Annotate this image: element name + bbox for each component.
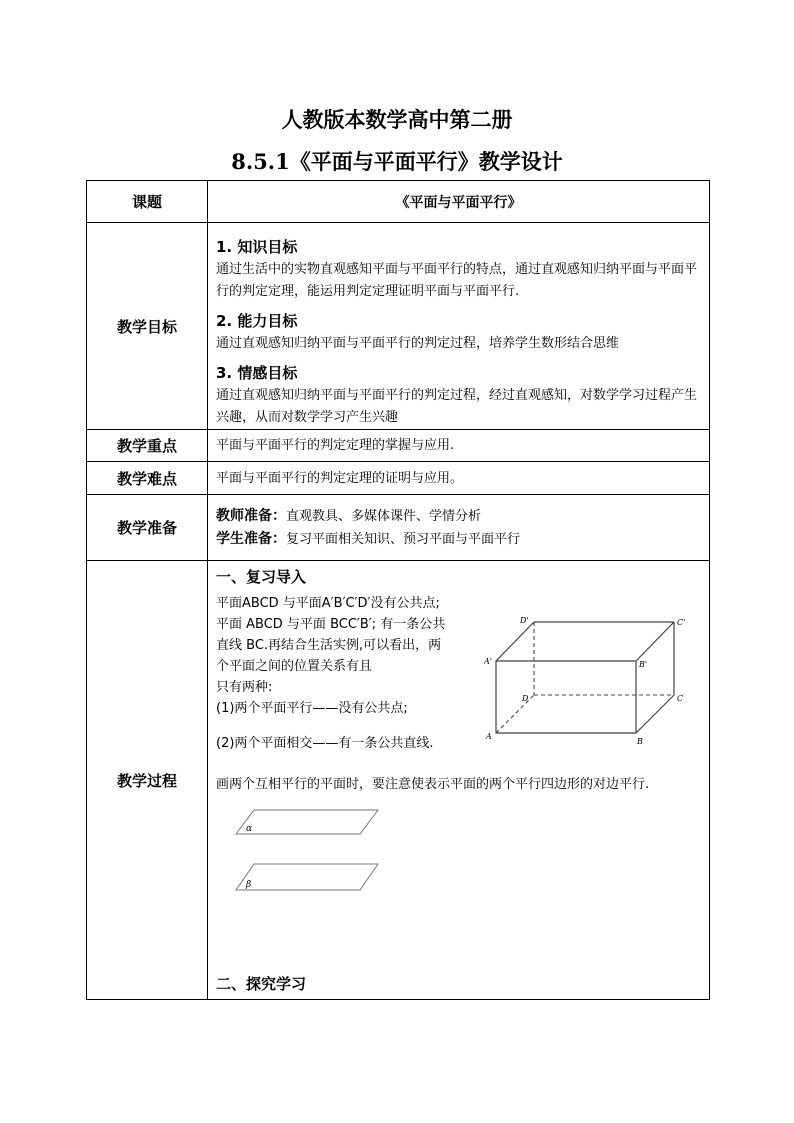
goal-text-emotion: 通过直观感知归纳平面与平面平行的判定过程，经过直观感知，对数学学习过程产生兴趣，从而对数学学习产生兴趣 xyxy=(216,388,698,425)
label-B1: B' xyxy=(639,660,648,669)
process-heading-explore: 二、探究学习 xyxy=(216,975,307,993)
lesson-plan-table xyxy=(86,180,710,1000)
box-edge-A1D1 xyxy=(496,622,534,661)
process-draw-note: 画两个互相平行的平面时，要注意使表示平面的两个平行四边形的对边平行. xyxy=(216,777,650,792)
row-goals xyxy=(87,223,710,430)
row-prep xyxy=(87,495,710,561)
prep-student-value: 复习平面相关知识、预习平面与平面平行 xyxy=(286,531,521,547)
label-difficulty: 教学难点 xyxy=(87,462,208,495)
label-A: A xyxy=(486,732,492,741)
prep-teacher xyxy=(216,505,701,528)
figure-box xyxy=(484,617,704,747)
row-process xyxy=(87,561,710,1000)
process-intro-2: 只有两种: xyxy=(216,680,273,695)
key-value: 平面与平面平行的判定定理的掌握与应用. xyxy=(208,430,710,462)
plane-alpha xyxy=(236,810,378,834)
goal-text-ability: 通过直观感知归纳平面与平面平行的判定过程，培养学生数形结合思维 xyxy=(216,336,620,351)
prep-content xyxy=(208,495,710,561)
process-intro-text xyxy=(216,593,448,754)
box-front-face xyxy=(496,661,636,733)
goals-content xyxy=(208,223,710,430)
box-edge-B1C1 xyxy=(636,622,674,661)
label-D1: D' xyxy=(520,617,529,625)
topic-value: 《平面与平面平行》 xyxy=(208,181,710,223)
plane-beta xyxy=(236,864,378,890)
row-difficulty xyxy=(87,462,710,495)
label-process: 教学过程 xyxy=(87,561,208,1000)
label-key: 教学重点 xyxy=(87,430,208,462)
label-goals: 教学目标 xyxy=(87,223,208,430)
label-C: C xyxy=(677,694,684,703)
doc-title-line1: 人教版本数学高中第二册 xyxy=(281,107,513,132)
goal-heading-emotion: 3. 情感目标 xyxy=(216,364,298,382)
label-D: D xyxy=(522,694,529,703)
row-key xyxy=(87,430,710,462)
process-heading-review: 一、复习导入 xyxy=(216,568,307,586)
figure-parallel-planes xyxy=(232,808,382,908)
plane-beta-label: β xyxy=(246,880,252,890)
label-A1: A' xyxy=(484,657,492,666)
goal-heading-knowledge: 1. 知识目标 xyxy=(216,238,298,256)
box-edge-BC xyxy=(636,695,674,733)
plane-alpha-label: α xyxy=(246,824,253,834)
process-item-intersect: (2)两个平面相交——有一条公共直线. xyxy=(216,736,434,751)
prep-student-label: 学生准备： xyxy=(216,530,286,547)
label-prep: 教学准备 xyxy=(87,495,208,561)
label-C1: C' xyxy=(677,618,686,627)
row-topic xyxy=(87,181,710,223)
process-intro-1: 平面ABCD 与平面A′B′C′D′没有公共点;平面 ABCD 与平面 BCC′B′; 有一条公共直线 BC.再结合生活实例,可以看出，两个平面之间的位置关系有且 xyxy=(216,596,446,674)
process-item-parallel: (1)两个平面平行——没有公共点; xyxy=(216,701,408,716)
goal-text-knowledge: 通过生活中的实物直观感知平面与平面平行的特点，通过直观感知归纳平面与平面平行的判定定理，能运用判定定理证明平面与平面平行. xyxy=(216,262,698,299)
label-topic: 课题 xyxy=(87,181,208,223)
process-content xyxy=(208,561,710,1000)
goal-heading-ability: 2. 能力目标 xyxy=(216,312,298,330)
prep-student xyxy=(216,528,701,551)
label-B: B xyxy=(637,737,643,746)
difficulty-value: 平面与平面平行的判定定理的证明与应用。 xyxy=(208,462,710,495)
prep-teacher-value: 直观教具、多媒体课件、学情分析 xyxy=(286,508,482,524)
doc-title-line2: 8.5.1《平面与平面平行》教学设计 xyxy=(231,149,563,174)
prep-teacher-label: 教师准备： xyxy=(216,507,286,524)
